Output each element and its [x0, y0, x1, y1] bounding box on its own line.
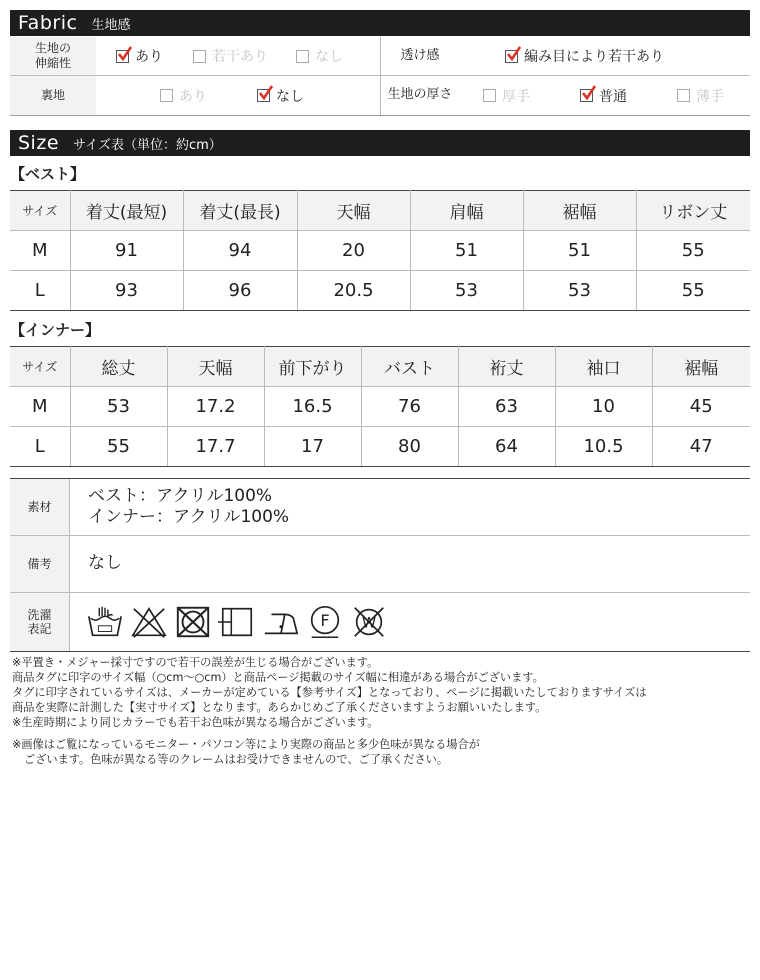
- table-header-row: [10, 191, 750, 231]
- thickness-label: 生地の厚さ: [381, 76, 459, 115]
- column-header: 天幅: [167, 347, 264, 387]
- column-header: 総丈: [70, 347, 167, 387]
- table-cell: 20: [297, 231, 410, 271]
- table-cell: 17.2: [167, 387, 264, 427]
- stretch-options: [96, 37, 380, 75]
- checkbox-icon: [296, 50, 309, 63]
- table-row: [10, 387, 750, 427]
- dry-clean-f-icon: [306, 604, 344, 640]
- column-header: 天幅: [297, 191, 410, 231]
- thickness-option-normal[interactable]: 普通: [580, 86, 627, 106]
- table-cell: 76: [361, 387, 458, 427]
- checkbox-checked-icon: [116, 50, 129, 63]
- column-header: バスト: [361, 347, 458, 387]
- column-header: リボン丈: [636, 191, 750, 231]
- care-icons: [70, 593, 388, 651]
- table-cell: 63: [458, 387, 555, 427]
- fabric-title: Fabric: [18, 12, 78, 34]
- table-header-row: [10, 347, 750, 387]
- note-line: 商品を実際に計測した【実寸サイズ】となります。あらかじめご了承くださいますようお願いいたします。: [12, 700, 547, 714]
- stretch-option-none[interactable]: なし: [296, 46, 343, 66]
- table-cell: 93: [70, 271, 183, 311]
- checkbox-checked-icon: [505, 50, 518, 63]
- iron-low-icon: [262, 604, 300, 640]
- checkbox-icon: [193, 50, 206, 63]
- table-cell: L: [10, 271, 70, 311]
- checkbox-checked-icon: [580, 89, 593, 102]
- thickness-options: [459, 76, 734, 115]
- column-header: 着丈(最長): [183, 191, 297, 231]
- material-value: [70, 479, 289, 535]
- fabric-subtitle: 生地感: [91, 17, 131, 33]
- table-row: [10, 231, 750, 271]
- inner-size-table: [10, 346, 750, 467]
- table-cell: 55: [70, 427, 167, 467]
- lining-option-no[interactable]: なし: [257, 86, 304, 106]
- column-header: サイズ: [10, 191, 70, 231]
- table-cell: 20.5: [297, 271, 410, 311]
- checkbox-icon: [677, 89, 690, 102]
- stretch-option-yes[interactable]: あり: [116, 46, 163, 66]
- hand-wash-icon: [86, 604, 124, 640]
- column-header: 裾幅: [523, 191, 636, 231]
- material-label: 素材: [10, 479, 70, 535]
- table-cell: M: [10, 231, 70, 271]
- table-cell: 53: [70, 387, 167, 427]
- note-line: 商品タグに印字のサイズ幅（○cm〜○cm）と商品ページ掲載のサイズ幅に相違がある場合がございます。: [12, 670, 544, 684]
- table-cell: 10.5: [555, 427, 652, 467]
- size-subtitle: サイズ表（単位：約cm）: [73, 137, 222, 153]
- remarks-value: なし: [88, 553, 122, 574]
- inner-title: 【インナー】: [10, 321, 101, 339]
- fabric-row-stretch: [10, 37, 750, 76]
- thickness-option-thick[interactable]: 厚手: [483, 86, 530, 106]
- no-tumble-dry-icon: [174, 604, 212, 640]
- checkbox-icon: [483, 89, 496, 102]
- table-cell: 96: [183, 271, 297, 311]
- stretch-option-slight[interactable]: 若干あり: [193, 46, 268, 66]
- material-line: インナー：アクリル100%: [88, 507, 290, 527]
- note-line: ございます。色味が異なる等のクレームはお受けできませんので、ご了承ください。: [24, 753, 449, 767]
- material-line: ベスト：アクリル100%: [88, 485, 273, 506]
- checkbox-checked-icon: [257, 89, 270, 102]
- column-header: 肩幅: [410, 191, 523, 231]
- checkbox-icon: [160, 89, 173, 102]
- care-row: [10, 593, 750, 651]
- note-line: ※画像はご覧になっているモニター・パソコン等により実際の商品と多少色味が異なる場合が: [12, 738, 480, 752]
- lining-option-yes[interactable]: あり: [160, 86, 207, 106]
- table-cell: 16.5: [264, 387, 361, 427]
- table-cell: 47: [652, 427, 750, 467]
- table-cell: 64: [458, 427, 555, 467]
- size-header: [10, 130, 750, 156]
- column-header: サイズ: [10, 347, 70, 387]
- sheer-label: 透け感: [381, 37, 459, 75]
- column-header: 裾幅: [652, 347, 750, 387]
- table-cell: 17: [264, 427, 361, 467]
- size-title: Size: [18, 132, 60, 154]
- line-dry-shade-icon: [218, 604, 256, 640]
- table-cell: 53: [410, 271, 523, 311]
- table-row: [10, 427, 750, 467]
- lining-label: 裏地: [10, 76, 96, 115]
- column-header: 裄丈: [458, 347, 555, 387]
- sheer-option-slight[interactable]: 編み目により若干あり: [505, 46, 664, 66]
- table-cell: 51: [523, 231, 636, 271]
- table-cell: M: [10, 387, 70, 427]
- fabric-grid: [10, 37, 750, 116]
- table-cell: 53: [523, 271, 636, 311]
- column-header: 袖口: [555, 347, 652, 387]
- table-cell: 17.7: [167, 427, 264, 467]
- note-line: ※平置き・メジャー採寸ですので若干の誤差が生じる場合がございます。: [12, 656, 379, 669]
- table-cell: 55: [636, 231, 750, 271]
- table-row: [10, 271, 750, 311]
- table-cell: 51: [410, 231, 523, 271]
- notes: [12, 656, 748, 768]
- svg-text:W: W: [361, 615, 377, 632]
- stretch-label: [10, 37, 96, 75]
- table-cell: 45: [652, 387, 750, 427]
- svg-text:F: F: [320, 610, 330, 630]
- vest-title: 【ベスト】: [10, 165, 86, 183]
- column-header: 前下がり: [264, 347, 361, 387]
- table-cell: 10: [555, 387, 652, 427]
- lining-options: [96, 76, 380, 115]
- table-cell: 55: [636, 271, 750, 311]
- table-cell: 94: [183, 231, 297, 271]
- table-cell: L: [10, 427, 70, 467]
- fabric-row-lining: [10, 76, 750, 115]
- table-cell: 91: [70, 231, 183, 271]
- remarks-label: 備考: [10, 536, 70, 592]
- remarks-row: [10, 536, 750, 593]
- note-line: ※生産時期により同じカラーでも若干お色味が異なる場合がございます。: [12, 715, 379, 729]
- no-wet-clean-icon: [350, 604, 388, 640]
- vest-size-table: [10, 190, 750, 311]
- thickness-option-thin[interactable]: 薄手: [677, 86, 724, 106]
- fabric-header: [10, 10, 750, 36]
- material-row: [10, 479, 750, 536]
- sheer-options: [459, 37, 674, 75]
- column-header: 着丈(最短): [70, 191, 183, 231]
- table-cell: 80: [361, 427, 458, 467]
- care-label: 洗濯 表記: [10, 593, 70, 651]
- note-line: タグに印字されているサイズは、メーカーが定めている【参考サイズ】となっており、ページに掲載いたしておりますサイズは: [12, 685, 647, 699]
- no-bleach-icon: [130, 604, 168, 640]
- stretch-label-text: 生地の 伸縮性: [34, 41, 71, 70]
- info-table: [10, 478, 750, 652]
